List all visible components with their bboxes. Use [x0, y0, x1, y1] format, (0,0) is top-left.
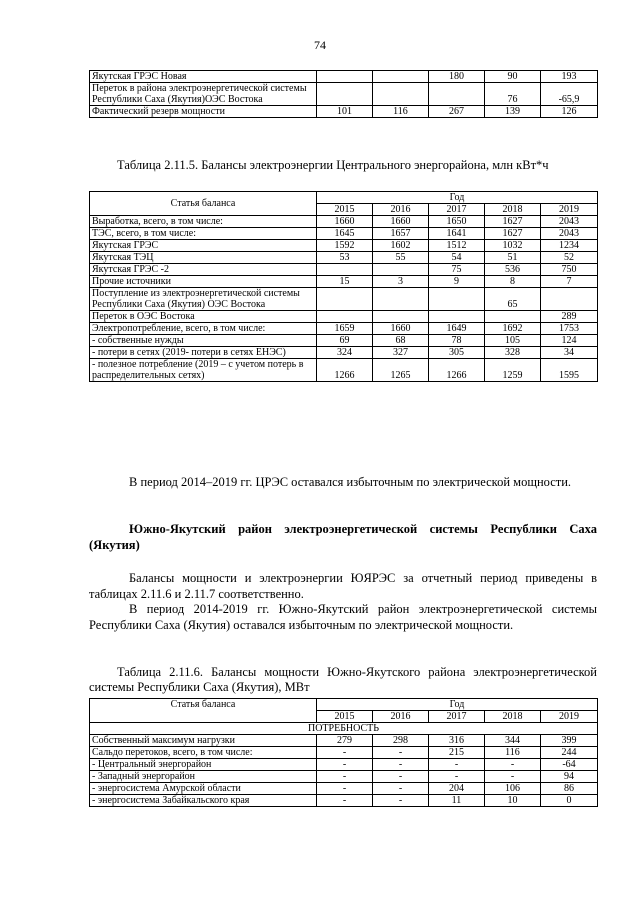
- row-value: 2043: [541, 228, 598, 240]
- row-value: 2043: [541, 216, 598, 228]
- row-value: 1259: [485, 359, 541, 382]
- row-value: -: [429, 771, 485, 783]
- row-value: 68: [373, 335, 429, 347]
- row-value: [429, 311, 485, 323]
- header-item: Статья баланса: [90, 192, 317, 216]
- table-body: [90, 735, 598, 807]
- row-value: 244: [541, 747, 598, 759]
- row-label: Якутская ТЭЦ: [90, 252, 317, 264]
- row-value: 267: [429, 106, 485, 118]
- row-value: -: [373, 783, 429, 795]
- table-row: [90, 335, 598, 347]
- row-value: 126: [541, 106, 598, 118]
- row-value: 1627: [485, 228, 541, 240]
- header-year-cell: 2016: [373, 204, 429, 216]
- row-value: [317, 288, 373, 311]
- header-item: Статья баланса: [90, 699, 317, 723]
- row-value: 279: [317, 735, 373, 747]
- row-label: Электропотребление, всего, в том числе:: [90, 323, 317, 335]
- row-value: [541, 288, 598, 311]
- table-row: [90, 264, 598, 276]
- row-value: 9: [429, 276, 485, 288]
- row-value: 116: [485, 747, 541, 759]
- row-value: 1602: [373, 240, 429, 252]
- row-value: 1753: [541, 323, 598, 335]
- table-row: [90, 783, 598, 795]
- row-label: Переток в ОЭС Востока: [90, 311, 317, 323]
- header-year-cell: 2018: [485, 711, 541, 723]
- row-value: 1659: [317, 323, 373, 335]
- row-value: 10: [485, 795, 541, 807]
- row-value: 1660: [317, 216, 373, 228]
- row-value: 180: [429, 71, 485, 83]
- row-value: [317, 71, 373, 83]
- row-value: 65: [485, 288, 541, 311]
- row-value: 215: [429, 747, 485, 759]
- row-value: [373, 83, 429, 106]
- row-value: 1032: [485, 240, 541, 252]
- row-value: 90: [485, 71, 541, 83]
- table-caption-2-11-6: Таблица 2.11.6. Балансы мощности Южно-Якутского района электроэнергетической системы Республики Саха (Якутия), МВт: [89, 665, 597, 694]
- row-value: 1595: [541, 359, 598, 382]
- table-caption-2-11-5: Таблица 2.11.5. Балансы электроэнергии Центрального энергорайона, млн кВт*ч: [117, 158, 549, 172]
- row-value: 116: [373, 106, 429, 118]
- row-value: 76: [485, 83, 541, 106]
- row-value: 69: [317, 335, 373, 347]
- row-value: 8: [485, 276, 541, 288]
- table-body: [90, 71, 598, 118]
- row-value: 344: [485, 735, 541, 747]
- table-row: [90, 83, 598, 106]
- row-value: -: [317, 771, 373, 783]
- row-value: 289: [541, 311, 598, 323]
- table-row: [90, 106, 598, 118]
- header-year-cell: 2018: [485, 204, 541, 216]
- row-value: 1645: [317, 228, 373, 240]
- row-label: - энергосистема Амурской области: [90, 783, 317, 795]
- table-body: [90, 216, 598, 382]
- row-value: 75: [429, 264, 485, 276]
- row-label: Сальдо перетоков, всего, в том числе:: [90, 747, 317, 759]
- row-value: [317, 264, 373, 276]
- row-value: 324: [317, 347, 373, 359]
- table-row: [90, 359, 598, 382]
- row-value: 193: [541, 71, 598, 83]
- row-value: [373, 264, 429, 276]
- row-label: Якутская ГРЭС: [90, 240, 317, 252]
- row-value: 1592: [317, 240, 373, 252]
- header-year-cell: 2019: [541, 204, 598, 216]
- row-label: - потери в сетях (2019- потери в сетях ЕНЭС): [90, 347, 317, 359]
- header-year-cell: 2017: [429, 711, 485, 723]
- row-value: [373, 311, 429, 323]
- table-row: [90, 288, 598, 311]
- row-label: Переток в района электроэнергетической системы Республики Саха (Якутия)ОЭС Востока: [90, 83, 317, 106]
- row-value: 298: [373, 735, 429, 747]
- row-value: 7: [541, 276, 598, 288]
- row-value: 1650: [429, 216, 485, 228]
- row-value: 51: [485, 252, 541, 264]
- row-value: 1641: [429, 228, 485, 240]
- header-year-cell: 2016: [373, 711, 429, 723]
- row-value: 3: [373, 276, 429, 288]
- row-value: -: [429, 759, 485, 771]
- table-row: [90, 323, 598, 335]
- row-value: 34: [541, 347, 598, 359]
- row-label: - собственные нужды: [90, 335, 317, 347]
- row-value: [317, 83, 373, 106]
- row-value: 204: [429, 783, 485, 795]
- row-value: 86: [541, 783, 598, 795]
- row-value: 1657: [373, 228, 429, 240]
- row-value: 105: [485, 335, 541, 347]
- row-label: - полезное потребление (2019 – с учетом потерь в распределительных сетях): [90, 359, 317, 382]
- row-value: -64: [541, 759, 598, 771]
- row-value: -: [373, 795, 429, 807]
- row-value: 1266: [317, 359, 373, 382]
- row-value: 0: [541, 795, 598, 807]
- table-row: [90, 347, 598, 359]
- row-value: -: [373, 771, 429, 783]
- row-label: Фактический резерв мощности: [90, 106, 317, 118]
- row-label: ТЭС, всего, в том числе:: [90, 228, 317, 240]
- row-value: 750: [541, 264, 598, 276]
- row-value: 1265: [373, 359, 429, 382]
- row-value: [485, 311, 541, 323]
- row-value: 1660: [373, 216, 429, 228]
- header-year-cell: 2017: [429, 204, 485, 216]
- row-value: -: [317, 759, 373, 771]
- row-value: 1692: [485, 323, 541, 335]
- row-value: 15: [317, 276, 373, 288]
- row-value: -65,9: [541, 83, 598, 106]
- row-value: [317, 311, 373, 323]
- row-value: 1234: [541, 240, 598, 252]
- row-label: Прочие источники: [90, 276, 317, 288]
- table-row: [90, 228, 598, 240]
- row-value: -: [485, 771, 541, 783]
- row-value: -: [317, 747, 373, 759]
- row-value: -: [317, 783, 373, 795]
- row-value: 124: [541, 335, 598, 347]
- row-label: - Центральный энергорайон: [90, 759, 317, 771]
- paragraph-3: В период 2014-2019 гг. Южно-Якутский район электроэнергетической системы Республики Саха (Якутия) оставался избыточным по электрической мощности.: [89, 602, 597, 632]
- capacity-balance-table-continued: [89, 70, 598, 118]
- row-value: [429, 83, 485, 106]
- header-year-cell: 2019: [541, 711, 598, 723]
- row-value: 327: [373, 347, 429, 359]
- capacity-balance-table-south-yakutsk: [89, 698, 598, 807]
- row-label: - Западный энергорайон: [90, 771, 317, 783]
- row-value: [429, 288, 485, 311]
- section-row: ПОТРЕБНОСТЬ: [90, 723, 598, 735]
- row-value: 328: [485, 347, 541, 359]
- header-year-cell: 2015: [317, 204, 373, 216]
- table-row: [90, 311, 598, 323]
- table-row: [90, 252, 598, 264]
- table-row: [90, 276, 598, 288]
- row-value: 52: [541, 252, 598, 264]
- row-value: 1649: [429, 323, 485, 335]
- section-heading: Южно-Якутский район электроэнергетической системы Республики Саха (Якутия): [89, 522, 597, 552]
- row-value: 1627: [485, 216, 541, 228]
- row-label: Якутская ГРЭС -2: [90, 264, 317, 276]
- row-value: 139: [485, 106, 541, 118]
- header-year-cell: 2015: [317, 711, 373, 723]
- paragraph-1: В период 2014–2019 гг. ЦРЭС оставался избыточным по электрической мощности.: [129, 475, 572, 489]
- row-value: 53: [317, 252, 373, 264]
- row-value: 106: [485, 783, 541, 795]
- table-row: [90, 759, 598, 771]
- header-year: Год: [317, 192, 598, 204]
- row-label: Поступление из электроэнергетической системы Республики Саха (Якутия) ОЭС Востока: [90, 288, 317, 311]
- row-value: 316: [429, 735, 485, 747]
- row-label: Собственный максимум нагрузки: [90, 735, 317, 747]
- row-value: [373, 288, 429, 311]
- paragraph-2: Балансы мощности и электроэнергии ЮЯРЭС за отчетный период приведены в таблицах 2.11.6 и 2.11.7 соответственно.: [89, 571, 597, 601]
- table-row: [90, 240, 598, 252]
- page-number: 74: [314, 38, 326, 52]
- table-row: [90, 795, 598, 807]
- row-value: -: [373, 759, 429, 771]
- table-row: [90, 747, 598, 759]
- row-value: -: [317, 795, 373, 807]
- electricity-balance-table: [89, 191, 598, 382]
- row-label: - энергосистема Забайкальского края: [90, 795, 317, 807]
- row-label: Выработка, всего, в том числе:: [90, 216, 317, 228]
- row-value: -: [485, 759, 541, 771]
- row-value: 94: [541, 771, 598, 783]
- row-value: 101: [317, 106, 373, 118]
- table-row: [90, 216, 598, 228]
- table-row: [90, 771, 598, 783]
- row-value: 1266: [429, 359, 485, 382]
- header-year: Год: [317, 699, 598, 711]
- row-value: 11: [429, 795, 485, 807]
- row-label: Якутская ГРЭС Новая: [90, 71, 317, 83]
- table-row: [90, 71, 598, 83]
- row-value: 1512: [429, 240, 485, 252]
- row-value: 55: [373, 252, 429, 264]
- table-row: [90, 735, 598, 747]
- row-value: 305: [429, 347, 485, 359]
- row-value: 54: [429, 252, 485, 264]
- row-value: -: [373, 747, 429, 759]
- row-value: 536: [485, 264, 541, 276]
- row-value: 399: [541, 735, 598, 747]
- row-value: [373, 71, 429, 83]
- row-value: 1660: [373, 323, 429, 335]
- row-value: 78: [429, 335, 485, 347]
